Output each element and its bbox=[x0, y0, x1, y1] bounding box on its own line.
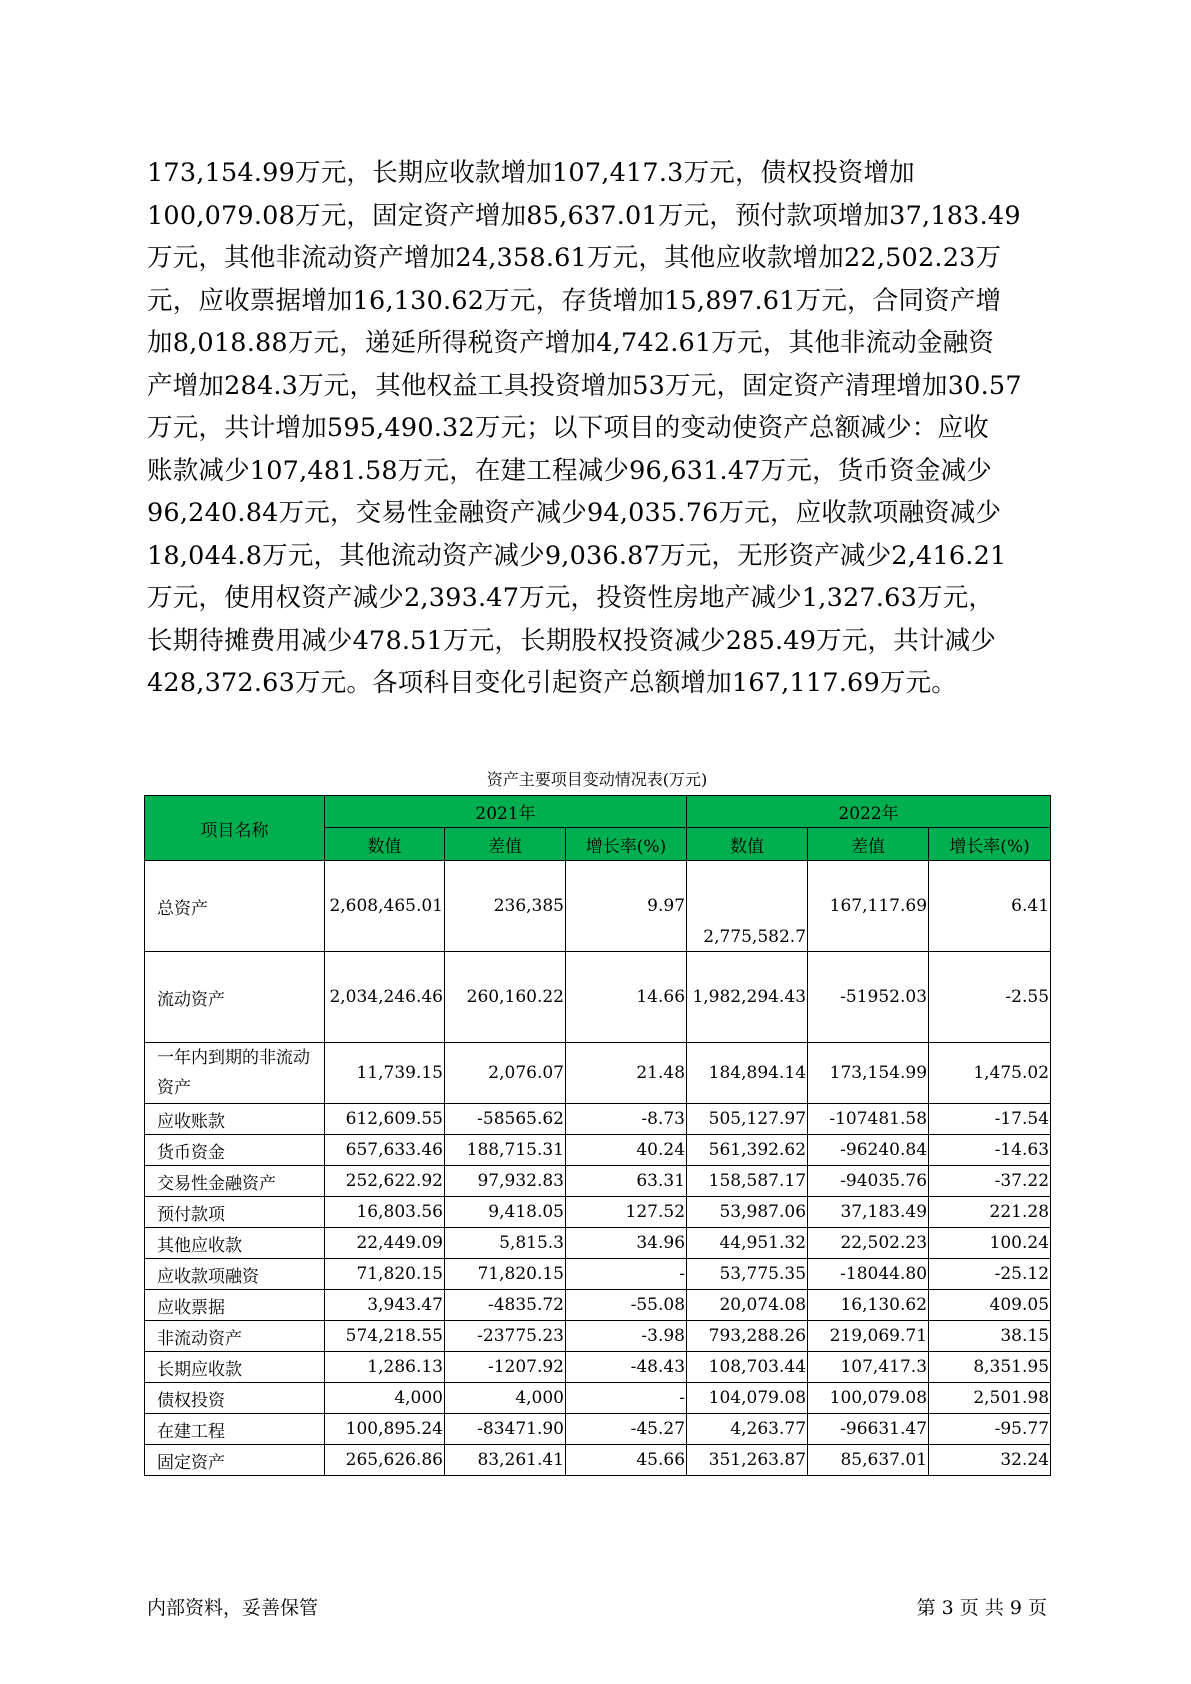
asset-change-table bbox=[144, 795, 1051, 1476]
table-row bbox=[145, 1321, 1051, 1352]
table-row bbox=[145, 1352, 1051, 1383]
paragraph-line: 18,044.8万元，其他流动资产减少9,036.87万元，无形资产减少2,416.21 bbox=[147, 540, 1007, 571]
cell-diff-2022: 16,130.62 bbox=[808, 1290, 929, 1321]
cell-diff-2022: 167,117.69 bbox=[808, 861, 929, 952]
cell-diff-2022: -96631.47 bbox=[808, 1414, 929, 1445]
cell-rate-2021: -3.98 bbox=[566, 1321, 687, 1352]
cell-rate-2022: -37.22 bbox=[929, 1166, 1051, 1197]
cell-rate-2021: -45.27 bbox=[566, 1414, 687, 1445]
cell-diff-2021: 71,820.15 bbox=[445, 1259, 566, 1290]
cell-rate-2021: 63.31 bbox=[566, 1166, 687, 1197]
header-diff: 差值 bbox=[808, 828, 929, 861]
cell-diff-2022: -51952.03 bbox=[808, 952, 929, 1043]
cell-diff-2022: 107,417.3 bbox=[808, 1352, 929, 1383]
table-caption: 资产主要项目变动情况表(万元) bbox=[486, 770, 708, 789]
table-row bbox=[145, 1445, 1051, 1476]
cell-value-2021: 612,609.55 bbox=[325, 1104, 445, 1135]
cell-diff-2021: -58565.62 bbox=[445, 1104, 566, 1135]
paragraph-line: 账款减少107,481.58万元，在建工程减少96,631.47万元，货币资金减少 bbox=[147, 455, 992, 486]
cell-rate-2022: -25.12 bbox=[929, 1259, 1051, 1290]
cell-value-2021: 265,626.86 bbox=[325, 1445, 445, 1476]
cell-value-2021: 100,895.24 bbox=[325, 1414, 445, 1445]
cell-diff-2021: 188,715.31 bbox=[445, 1135, 566, 1166]
cell-value-2021: 4,000 bbox=[325, 1383, 445, 1414]
cell-diff-2021: 4,000 bbox=[445, 1383, 566, 1414]
cell-diff-2021: 9,418.05 bbox=[445, 1197, 566, 1228]
cell-diff-2021: 97,932.83 bbox=[445, 1166, 566, 1197]
cell-rate-2022: -17.54 bbox=[929, 1104, 1051, 1135]
cell-diff-2021: 260,160.22 bbox=[445, 952, 566, 1043]
row-label: 流动资产 bbox=[145, 952, 325, 1043]
cell-rate-2022: 2,501.98 bbox=[929, 1383, 1051, 1414]
cell-value-2021: 2,034,246.46 bbox=[325, 952, 445, 1043]
cell-value-2022: 44,951.32 bbox=[687, 1228, 808, 1259]
cell-diff-2021: -83471.90 bbox=[445, 1414, 566, 1445]
cell-rate-2021: -55.08 bbox=[566, 1290, 687, 1321]
cell-diff-2022: 100,079.08 bbox=[808, 1383, 929, 1414]
paragraph-line: 万元，使用权资产减少2,393.47万元，投资性房地产减少1,327.63万元， bbox=[147, 583, 995, 613]
cell-rate-2022: -2.55 bbox=[929, 952, 1051, 1043]
table-row bbox=[145, 1197, 1051, 1228]
cell-diff-2022: 85,637.01 bbox=[808, 1445, 929, 1476]
cell-diff-2022: 219,069.71 bbox=[808, 1321, 929, 1352]
paragraph-line: 产增加284.3万元，其他权益工具投资增加53万元，固定资产清理增加30.57 bbox=[147, 370, 1022, 401]
paragraph-line: 173,154.99万元，长期应收款增加107,417.3万元，债权投资增加 bbox=[147, 158, 915, 188]
row-label: 应收票据 bbox=[145, 1290, 325, 1321]
footer-confidential: 内部资料，妥善保管 bbox=[147, 1597, 319, 1619]
cell-value-2022: 53,775.35 bbox=[687, 1259, 808, 1290]
cell-rate-2021: 34.96 bbox=[566, 1228, 687, 1259]
cell-rate-2021: 45.66 bbox=[566, 1445, 687, 1476]
cell-value-2022: 53,987.06 bbox=[687, 1197, 808, 1228]
cell-diff-2022: 22,502.23 bbox=[808, 1228, 929, 1259]
row-label: 一年内到期的非流动资产 bbox=[145, 1043, 325, 1104]
cell-rate-2021: -8.73 bbox=[566, 1104, 687, 1135]
cell-diff-2022: -18044.80 bbox=[808, 1259, 929, 1290]
cell-value-2021: 657,633.46 bbox=[325, 1135, 445, 1166]
row-label: 预付款项 bbox=[145, 1197, 325, 1228]
cell-rate-2022: -14.63 bbox=[929, 1135, 1051, 1166]
cell-rate-2021: 9.97 bbox=[566, 861, 687, 952]
row-label: 总资产 bbox=[145, 861, 325, 952]
header-value: 数值 bbox=[325, 828, 445, 861]
body-paragraph bbox=[147, 152, 1047, 705]
paragraph-line: 96,240.84万元，交易性金融资产减少94,035.76万元，应收款项融资减少 bbox=[147, 498, 1002, 528]
table-row bbox=[145, 1166, 1051, 1197]
paragraph-line: 元，应收票据增加16,130.62万元，存货增加15,897.61万元，合同资产增 bbox=[147, 285, 1002, 316]
cell-value-2022: 4,263.77 bbox=[687, 1414, 808, 1445]
cell-value-2021: 1,286.13 bbox=[325, 1352, 445, 1383]
cell-value-2022: 108,703.44 bbox=[687, 1352, 808, 1383]
cell-diff-2021: 5,815.3 bbox=[445, 1228, 566, 1259]
cell-diff-2021: 2,076.07 bbox=[445, 1043, 566, 1104]
cell-rate-2022: 100.24 bbox=[929, 1228, 1051, 1259]
cell-value-2021: 71,820.15 bbox=[325, 1259, 445, 1290]
cell-diff-2021: -1207.92 bbox=[445, 1352, 566, 1383]
table-row bbox=[145, 1383, 1051, 1414]
row-label: 货币资金 bbox=[145, 1135, 325, 1166]
cell-value-2022: 20,074.08 bbox=[687, 1290, 808, 1321]
cell-rate-2021: -48.43 bbox=[566, 1352, 687, 1383]
paragraph-line: 100,079.08万元，固定资产增加85,637.01万元，预付款项增加37,183.49 bbox=[147, 200, 1021, 231]
cell-value-2021: 252,622.92 bbox=[325, 1166, 445, 1197]
header-item-name: 项目名称 bbox=[145, 796, 325, 861]
cell-value-2021: 22,449.09 bbox=[325, 1228, 445, 1259]
paragraph-line: 长期待摊费用减少478.51万元，长期股权投资减少285.49万元，共计减少 bbox=[147, 625, 997, 656]
row-label: 在建工程 bbox=[145, 1414, 325, 1445]
footer-page-number: 第 3 页 共 9 页 bbox=[916, 1597, 1047, 1619]
header-rate: 增长率(%) bbox=[929, 828, 1051, 861]
cell-rate-2022: 8,351.95 bbox=[929, 1352, 1051, 1383]
cell-value-2022: 793,288.26 bbox=[687, 1321, 808, 1352]
cell-rate-2021: 40.24 bbox=[566, 1135, 687, 1166]
cell-rate-2021: 127.52 bbox=[566, 1197, 687, 1228]
cell-rate-2022: 32.24 bbox=[929, 1445, 1051, 1476]
row-label: 应收账款 bbox=[145, 1104, 325, 1135]
cell-rate-2022: 38.15 bbox=[929, 1321, 1051, 1352]
cell-diff-2022: -96240.84 bbox=[808, 1135, 929, 1166]
row-label: 固定资产 bbox=[145, 1445, 325, 1476]
row-label: 债权投资 bbox=[145, 1383, 325, 1414]
row-label: 其他应收款 bbox=[145, 1228, 325, 1259]
paragraph-line: 428,372.63万元。各项科目变化引起资产总额增加167,117.69万元。 bbox=[147, 668, 958, 698]
header-rate: 增长率(%) bbox=[566, 828, 687, 861]
cell-diff-2021: -4835.72 bbox=[445, 1290, 566, 1321]
cell-value-2022: 561,392.62 bbox=[687, 1135, 808, 1166]
row-label: 交易性金融资产 bbox=[145, 1166, 325, 1197]
cell-rate-2021: - bbox=[566, 1383, 687, 1414]
header-year-2021: 2021年 bbox=[325, 796, 687, 828]
cell-diff-2022: -94035.76 bbox=[808, 1166, 929, 1197]
cell-rate-2022: -95.77 bbox=[929, 1414, 1051, 1445]
cell-rate-2021: 21.48 bbox=[566, 1043, 687, 1104]
paragraph-line: 加8,018.88万元，递延所得税资产增加4,742.61万元，其他非流动金融资 bbox=[147, 328, 995, 358]
cell-diff-2021: -23775.23 bbox=[445, 1321, 566, 1352]
cell-diff-2021: 83,261.41 bbox=[445, 1445, 566, 1476]
header-value: 数值 bbox=[687, 828, 808, 861]
cell-rate-2021: - bbox=[566, 1259, 687, 1290]
cell-diff-2022: 37,183.49 bbox=[808, 1197, 929, 1228]
cell-value-2022: 1,982,294.43 bbox=[687, 952, 808, 1043]
cell-rate-2021: 14.66 bbox=[566, 952, 687, 1043]
paragraph-line: 万元，其他非流动资产增加24,358.61万元，其他应收款增加22,502.23万 bbox=[147, 243, 1002, 273]
cell-value-2022: 505,127.97 bbox=[687, 1104, 808, 1135]
cell-rate-2022: 1,475.02 bbox=[929, 1043, 1051, 1104]
row-label: 应收款项融资 bbox=[145, 1259, 325, 1290]
table-row bbox=[145, 952, 1051, 1043]
cell-value-2022: 104,079.08 bbox=[687, 1383, 808, 1414]
cell-value-2022: 184,894.14 bbox=[687, 1043, 808, 1104]
table-row bbox=[145, 1104, 1051, 1135]
cell-value-2021: 11,739.15 bbox=[325, 1043, 445, 1104]
cell-value-2021: 2,608,465.01 bbox=[325, 861, 445, 952]
row-label: 非流动资产 bbox=[145, 1321, 325, 1352]
table-row bbox=[145, 861, 1051, 952]
table-row bbox=[145, 1043, 1051, 1104]
cell-rate-2022: 409.05 bbox=[929, 1290, 1051, 1321]
cell-diff-2022: -107481.58 bbox=[808, 1104, 929, 1135]
table-row bbox=[145, 1259, 1051, 1290]
cell-value-2022: 2,775,582.7 bbox=[687, 861, 808, 952]
cell-value-2021: 574,218.55 bbox=[325, 1321, 445, 1352]
row-label: 长期应收款 bbox=[145, 1352, 325, 1383]
cell-value-2021: 3,943.47 bbox=[325, 1290, 445, 1321]
cell-rate-2022: 6.41 bbox=[929, 861, 1051, 952]
table-row bbox=[145, 1290, 1051, 1321]
cell-value-2022: 158,587.17 bbox=[687, 1166, 808, 1197]
cell-value-2022: 351,263.87 bbox=[687, 1445, 808, 1476]
table-row bbox=[145, 1135, 1051, 1166]
cell-value-2021: 16,803.56 bbox=[325, 1197, 445, 1228]
header-year-2022: 2022年 bbox=[687, 796, 1051, 828]
paragraph-line: 万元，共计增加595,490.32万元；以下项目的变动使资产总额减少：应收 bbox=[147, 413, 989, 443]
table-row bbox=[145, 1414, 1051, 1445]
table-row bbox=[145, 1228, 1051, 1259]
cell-diff-2022: 173,154.99 bbox=[808, 1043, 929, 1104]
header-diff: 差值 bbox=[445, 828, 566, 861]
cell-rate-2022: 221.28 bbox=[929, 1197, 1051, 1228]
cell-diff-2021: 236,385 bbox=[445, 861, 566, 952]
